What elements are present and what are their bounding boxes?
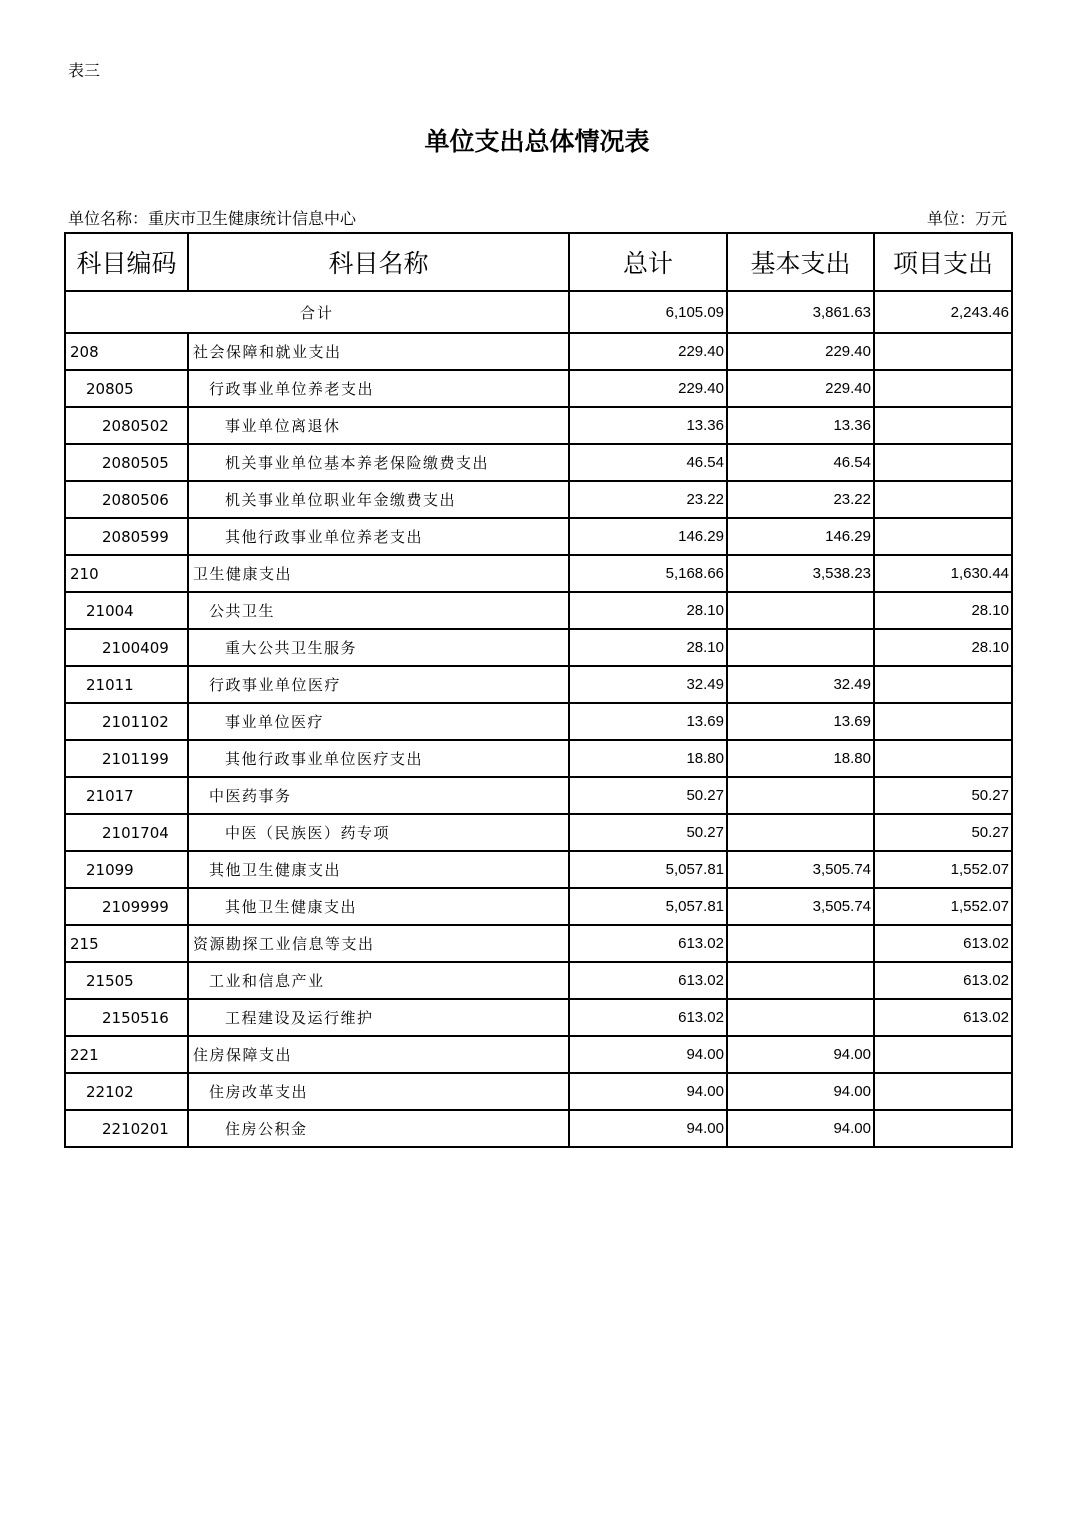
subject-name-cell: 重大公共卫生服务 bbox=[188, 629, 569, 666]
subject-name-cell: 住房改革支出 bbox=[188, 1073, 569, 1110]
subject-name-cell: 机关事业单位基本养老保险缴费支出 bbox=[188, 444, 569, 481]
total-cell: 50.27 bbox=[569, 814, 727, 851]
subject-code-cell: 2080506 bbox=[65, 481, 188, 518]
table-row bbox=[65, 1073, 1012, 1110]
table-row bbox=[65, 444, 1012, 481]
total-cell: 613.02 bbox=[569, 962, 727, 999]
project-expenditure-cell bbox=[874, 1110, 1012, 1147]
subject-name-cell: 其他行政事业单位医疗支出 bbox=[188, 740, 569, 777]
total-cell: 229.40 bbox=[569, 370, 727, 407]
project-expenditure-cell bbox=[874, 666, 1012, 703]
project-expenditure-cell bbox=[874, 703, 1012, 740]
expenditure-table bbox=[64, 232, 1013, 1148]
basic-expenditure-cell bbox=[727, 592, 874, 629]
total-label: 合计 bbox=[65, 291, 569, 333]
basic-expenditure-cell: 46.54 bbox=[727, 444, 874, 481]
table-row bbox=[65, 407, 1012, 444]
page-title: 单位支出总体情况表 bbox=[424, 127, 650, 156]
basic-expenditure-cell: 32.49 bbox=[727, 666, 874, 703]
subject-name-cell: 工程建设及运行维护 bbox=[188, 999, 569, 1036]
project-expenditure-cell bbox=[874, 1073, 1012, 1110]
total-cell: 46.54 bbox=[569, 444, 727, 481]
basic-expenditure-cell bbox=[727, 999, 874, 1036]
total-cell: 13.36 bbox=[569, 407, 727, 444]
basic-expenditure-cell: 146.29 bbox=[727, 518, 874, 555]
basic-expenditure-cell: 94.00 bbox=[727, 1110, 874, 1147]
project-expenditure-cell bbox=[874, 333, 1012, 370]
project-expenditure-cell bbox=[874, 444, 1012, 481]
table-row bbox=[65, 851, 1012, 888]
total-total: 6,105.09 bbox=[569, 291, 727, 333]
subject-name-cell: 住房保障支出 bbox=[188, 1036, 569, 1073]
total-cell: 50.27 bbox=[569, 777, 727, 814]
basic-expenditure-cell: 94.00 bbox=[727, 1073, 874, 1110]
total-cell: 13.69 bbox=[569, 703, 727, 740]
subject-code-cell: 21011 bbox=[65, 666, 188, 703]
project-expenditure-cell: 613.02 bbox=[874, 925, 1012, 962]
subject-name-cell: 社会保障和就业支出 bbox=[188, 333, 569, 370]
total-project: 2,243.46 bbox=[874, 291, 1012, 333]
table-row bbox=[65, 555, 1012, 592]
table-row bbox=[65, 814, 1012, 851]
header-subject-code: 科目编码 bbox=[65, 233, 188, 291]
basic-expenditure-cell bbox=[727, 962, 874, 999]
table-row bbox=[65, 740, 1012, 777]
basic-expenditure-cell: 94.00 bbox=[727, 1036, 874, 1073]
header-total: 总计 bbox=[569, 233, 727, 291]
table-row bbox=[65, 999, 1012, 1036]
subject-name-cell: 行政事业单位医疗 bbox=[188, 666, 569, 703]
total-cell: 28.10 bbox=[569, 592, 727, 629]
header-basic-expenditure: 基本支出 bbox=[727, 233, 874, 291]
subject-code-cell: 2100409 bbox=[65, 629, 188, 666]
total-cell: 5,057.81 bbox=[569, 888, 727, 925]
table-row bbox=[65, 1036, 1012, 1073]
subject-name-cell: 行政事业单位养老支出 bbox=[188, 370, 569, 407]
subject-name-cell: 事业单位医疗 bbox=[188, 703, 569, 740]
basic-expenditure-cell bbox=[727, 925, 874, 962]
total-cell: 28.10 bbox=[569, 629, 727, 666]
total-cell: 613.02 bbox=[569, 999, 727, 1036]
currency-unit-label: 单位：万元 bbox=[926, 209, 1007, 228]
total-cell: 229.40 bbox=[569, 333, 727, 370]
subject-code-cell: 21099 bbox=[65, 851, 188, 888]
subject-name-cell: 公共卫生 bbox=[188, 592, 569, 629]
subject-code-cell: 208 bbox=[65, 333, 188, 370]
subject-code-cell: 2150516 bbox=[65, 999, 188, 1036]
subject-name-cell: 其他卫生健康支出 bbox=[188, 851, 569, 888]
subject-code-cell: 20805 bbox=[65, 370, 188, 407]
total-cell: 94.00 bbox=[569, 1036, 727, 1073]
table-row bbox=[65, 333, 1012, 370]
subject-name-cell: 事业单位离退休 bbox=[188, 407, 569, 444]
subject-name-cell: 中医药事务 bbox=[188, 777, 569, 814]
subject-code-cell: 215 bbox=[65, 925, 188, 962]
project-expenditure-cell: 1,630.44 bbox=[874, 555, 1012, 592]
total-row bbox=[65, 291, 1012, 333]
subject-code-cell: 2101102 bbox=[65, 703, 188, 740]
table-row bbox=[65, 370, 1012, 407]
basic-expenditure-cell: 3,505.74 bbox=[727, 888, 874, 925]
subject-code-cell: 210 bbox=[65, 555, 188, 592]
project-expenditure-cell: 613.02 bbox=[874, 962, 1012, 999]
project-expenditure-cell bbox=[874, 518, 1012, 555]
subject-code-cell: 2080599 bbox=[65, 518, 188, 555]
basic-expenditure-cell: 229.40 bbox=[727, 370, 874, 407]
basic-expenditure-cell: 23.22 bbox=[727, 481, 874, 518]
subject-name-cell: 工业和信息产业 bbox=[188, 962, 569, 999]
subject-code-cell: 2101704 bbox=[65, 814, 188, 851]
subject-code-cell: 221 bbox=[65, 1036, 188, 1073]
project-expenditure-cell bbox=[874, 407, 1012, 444]
table-row bbox=[65, 888, 1012, 925]
header-project-expenditure: 项目支出 bbox=[874, 233, 1012, 291]
subject-code-cell: 22102 bbox=[65, 1073, 188, 1110]
table-row bbox=[65, 629, 1012, 666]
unit-name-label: 单位名称：重庆市卫生健康统计信息中心 bbox=[68, 209, 357, 228]
subject-code-cell: 21505 bbox=[65, 962, 188, 999]
total-cell: 5,168.66 bbox=[569, 555, 727, 592]
total-cell: 32.49 bbox=[569, 666, 727, 703]
basic-expenditure-cell bbox=[727, 777, 874, 814]
subject-code-cell: 2080502 bbox=[65, 407, 188, 444]
project-expenditure-cell: 50.27 bbox=[874, 814, 1012, 851]
table-number-label: 表三 bbox=[68, 61, 101, 80]
total-basic: 3,861.63 bbox=[727, 291, 874, 333]
subject-name-cell: 资源勘探工业信息等支出 bbox=[188, 925, 569, 962]
subject-code-cell: 21004 bbox=[65, 592, 188, 629]
table-row bbox=[65, 481, 1012, 518]
project-expenditure-cell bbox=[874, 740, 1012, 777]
total-cell: 94.00 bbox=[569, 1110, 727, 1147]
basic-expenditure-cell bbox=[727, 814, 874, 851]
subject-name-cell: 机关事业单位职业年金缴费支出 bbox=[188, 481, 569, 518]
subject-code-cell: 2080505 bbox=[65, 444, 188, 481]
header-subject-name: 科目名称 bbox=[188, 233, 569, 291]
basic-expenditure-cell bbox=[727, 629, 874, 666]
basic-expenditure-cell: 3,505.74 bbox=[727, 851, 874, 888]
table-row bbox=[65, 962, 1012, 999]
total-cell: 18.80 bbox=[569, 740, 727, 777]
table-row bbox=[65, 925, 1012, 962]
table-header-row bbox=[65, 233, 1012, 291]
table-row bbox=[65, 1110, 1012, 1147]
project-expenditure-cell: 1,552.07 bbox=[874, 851, 1012, 888]
subject-name-cell: 中医（民族医）药专项 bbox=[188, 814, 569, 851]
project-expenditure-cell: 28.10 bbox=[874, 592, 1012, 629]
project-expenditure-cell: 1,552.07 bbox=[874, 888, 1012, 925]
subject-name-cell: 其他行政事业单位养老支出 bbox=[188, 518, 569, 555]
basic-expenditure-cell: 229.40 bbox=[727, 333, 874, 370]
basic-expenditure-cell: 3,538.23 bbox=[727, 555, 874, 592]
subject-code-cell: 2109999 bbox=[65, 888, 188, 925]
total-cell: 146.29 bbox=[569, 518, 727, 555]
table-row bbox=[65, 518, 1012, 555]
basic-expenditure-cell: 13.36 bbox=[727, 407, 874, 444]
basic-expenditure-cell: 13.69 bbox=[727, 703, 874, 740]
total-cell: 23.22 bbox=[569, 481, 727, 518]
total-cell: 94.00 bbox=[569, 1073, 727, 1110]
project-expenditure-cell bbox=[874, 481, 1012, 518]
project-expenditure-cell: 28.10 bbox=[874, 629, 1012, 666]
subject-code-cell: 2101199 bbox=[65, 740, 188, 777]
project-expenditure-cell: 50.27 bbox=[874, 777, 1012, 814]
subject-name-cell: 其他卫生健康支出 bbox=[188, 888, 569, 925]
table-row bbox=[65, 703, 1012, 740]
subject-code-cell: 2210201 bbox=[65, 1110, 188, 1147]
project-expenditure-cell bbox=[874, 370, 1012, 407]
subject-code-cell: 21017 bbox=[65, 777, 188, 814]
subject-name-cell: 住房公积金 bbox=[188, 1110, 569, 1147]
basic-expenditure-cell: 18.80 bbox=[727, 740, 874, 777]
project-expenditure-cell bbox=[874, 1036, 1012, 1073]
total-cell: 5,057.81 bbox=[569, 851, 727, 888]
table-row bbox=[65, 666, 1012, 703]
table-row bbox=[65, 592, 1012, 629]
subject-name-cell: 卫生健康支出 bbox=[188, 555, 569, 592]
total-cell: 613.02 bbox=[569, 925, 727, 962]
table-row bbox=[65, 777, 1012, 814]
project-expenditure-cell: 613.02 bbox=[874, 999, 1012, 1036]
